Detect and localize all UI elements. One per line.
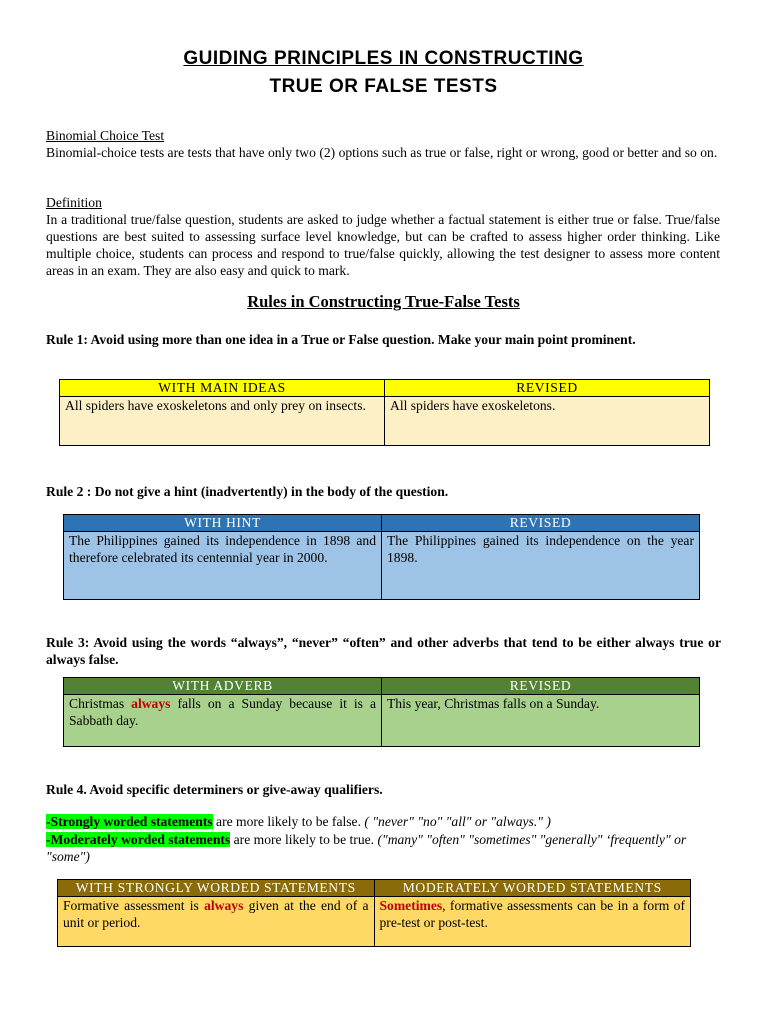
binomial-text: Binomial-choice tests are tests that have only two (2) options such as true or false, right or wrong, good or better and so on. (46, 145, 718, 160)
keyword-always: always (131, 696, 171, 711)
rule-1-col1-cell: All spiders have exoskeletons and only prey on insects. (60, 397, 385, 446)
rule-4-strong-line: -Strongly worded statements are more likely to be false. ( "never" "no" "all" or "always." ) (46, 814, 551, 829)
rule-2-col1-cell: The Philippines gained its independence in 1898 and therefore celebrated its centennial year in 2000. (64, 532, 382, 600)
page-title-line2: TRUE OR FALSE TESTS (269, 76, 498, 97)
rule-2-col2-cell: The Philippines gained its independence on the year 1898. (382, 532, 700, 600)
definition-heading: Definition (46, 195, 102, 210)
rule-4-col2-cell: Sometimes, formative assessments can be in a form of pre-test or post-test. (374, 897, 691, 947)
rule-3-col1-cell: Christmas always falls on a Sunday because it is a Sabbath day. (64, 695, 382, 747)
rule-4-moderate-line: -Moderately worded statements are more likely to be true. ("many" "often" "sometimes" "generally" ‘frequently" or "some") (46, 832, 687, 864)
rule-4-col2-header: MODERATELY WORDED STATEMENTS (374, 880, 691, 897)
rule-3-col2-cell: This year, Christmas falls on a Sunday. (382, 695, 700, 747)
rule-2-text: Rule 2 : Do not give a hint (inadvertently) in the body of the question. (46, 484, 449, 499)
keyword-sometimes: Sometimes (379, 898, 443, 913)
rule-4-col1-header: WITH STRONGLY WORDED STATEMENTS (58, 880, 375, 897)
rule-3-table (63, 677, 700, 747)
definition-text: In a traditional true/false question, students are asked to judge whether a factual statement is either true or false. True/false questions are best suited to assessing surface level knowledge, but can be crafted to assess higher order thinking. Like multiple choice, students can process and respond to true/false quickly, allowing the test designer to assess more content areas in an exam. They are also easy and quick to mark. (46, 212, 720, 278)
rule-1-col2-cell: All spiders have exoskeletons. (385, 397, 710, 446)
moderate-highlight: -Moderately worded statements (46, 832, 231, 847)
rule-1-text: Rule 1: Avoid using more than one idea in a True or False question. Make your main point prominent. (46, 332, 636, 347)
rule-2-col2-header: REVISED (382, 515, 700, 532)
binomial-section (46, 127, 720, 161)
page-title-line1: GUIDING PRINCIPLES IN CONSTRUCTING (183, 48, 584, 69)
rule-4-col1-cell: Formative assessment is always given at the end of a unit or period. (58, 897, 375, 947)
rule-4-table (57, 879, 691, 947)
rule-3-col1-header: WITH ADVERB (64, 678, 382, 695)
binomial-heading: Binomial Choice Test (46, 128, 165, 143)
definition-section (46, 194, 720, 279)
strong-highlight: -Strongly worded statements (46, 814, 213, 829)
rule-3-text: Rule 3: Avoid using the words “always”, “never” “often” and other adverbs that tend to be either always true or always false. (46, 635, 721, 667)
keyword-always: always (204, 898, 244, 913)
rules-title: Rules in Constructing True-False Tests (247, 292, 520, 311)
rule-1-col1-header: WITH MAIN IDEAS (60, 380, 385, 397)
rule-3-col2-header: REVISED (382, 678, 700, 695)
rule-1-col2-header: REVISED (385, 380, 710, 397)
rule-2-table (63, 514, 700, 600)
rule-2-col1-header: WITH HINT (64, 515, 382, 532)
rule-1-table (59, 379, 710, 446)
rule-4-text: Rule 4. Avoid specific determiners or give-away qualifiers. (46, 782, 383, 797)
